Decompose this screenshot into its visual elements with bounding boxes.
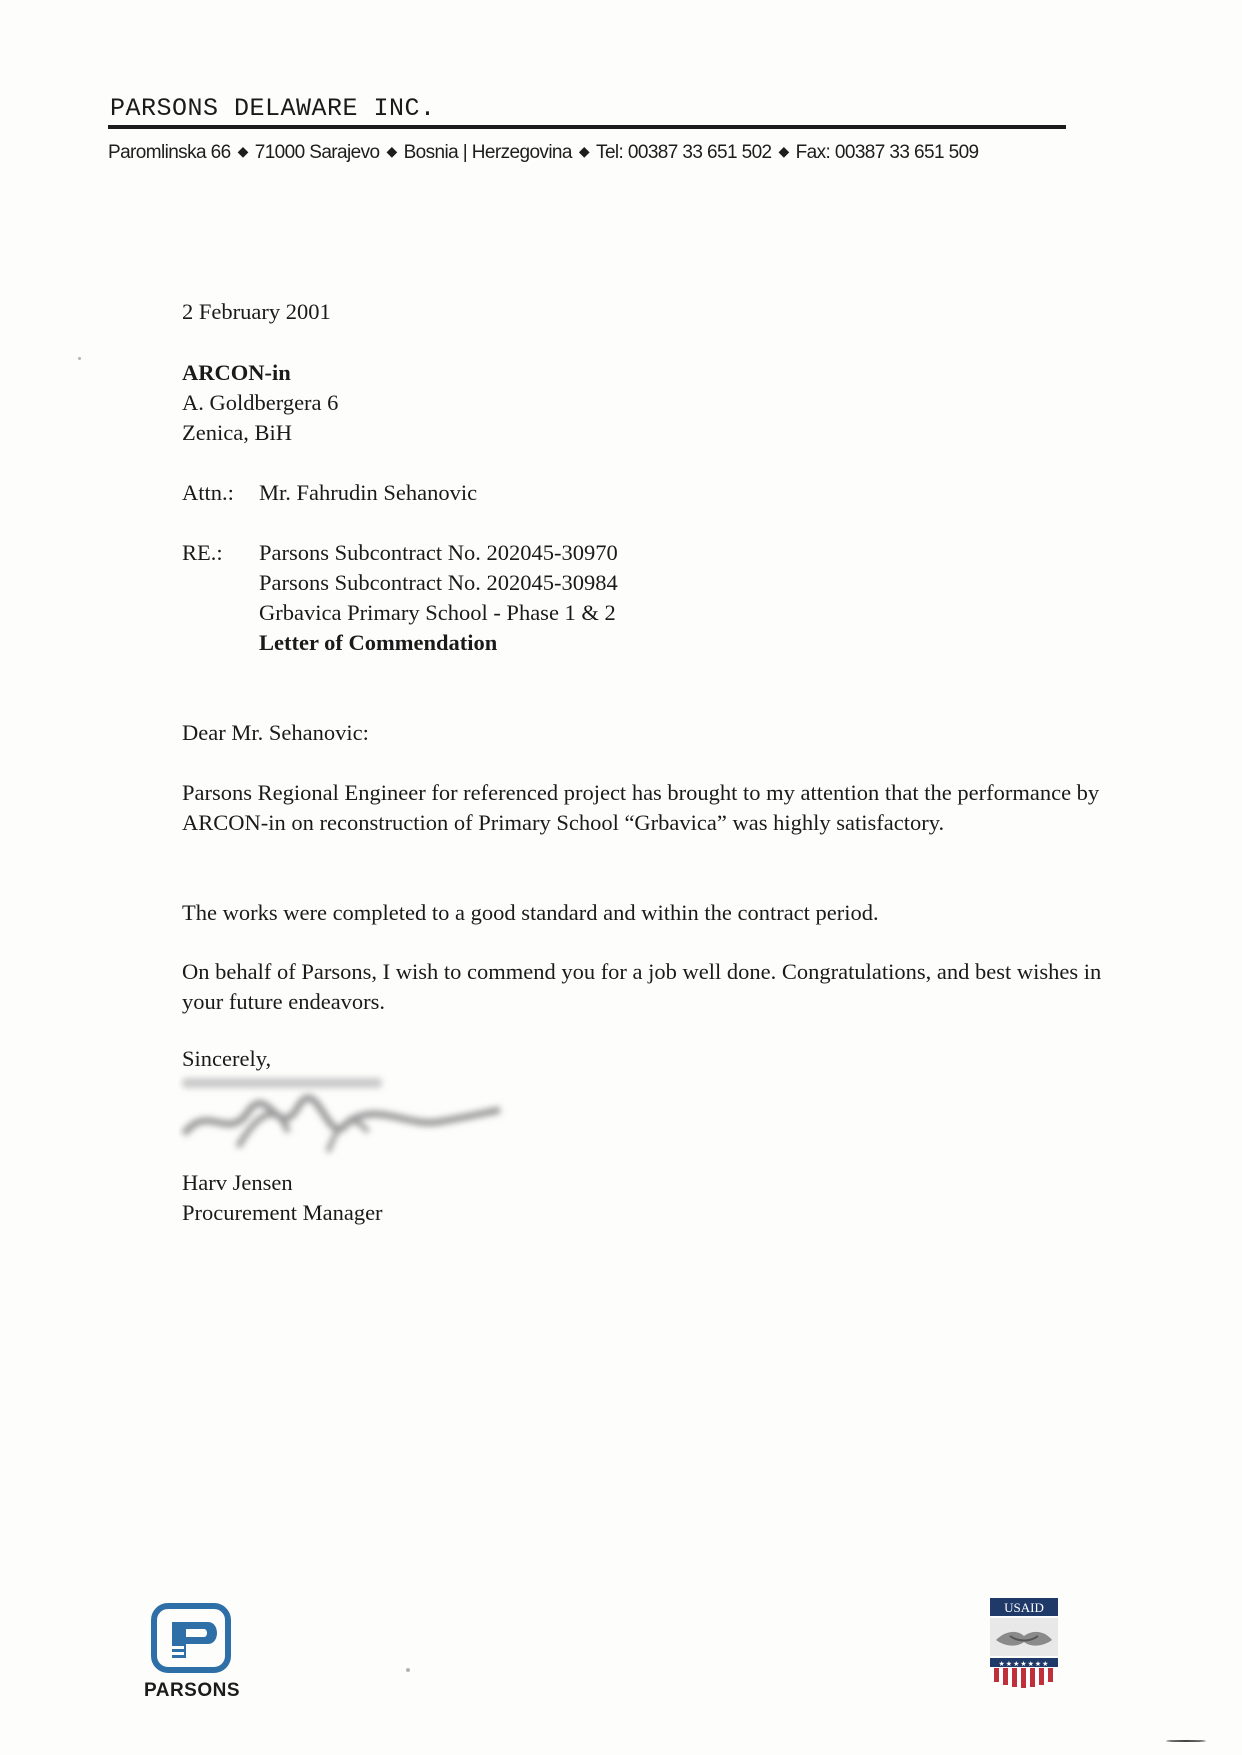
- signer-name: Harv Jensen: [182, 1170, 293, 1195]
- diamond-bullet-icon: ◆: [237, 143, 248, 159]
- letterhead-address: [108, 142, 1108, 164]
- company-name: PARSONS DELAWARE INC.: [110, 94, 436, 123]
- usaid-logo-text: USAID: [1004, 1600, 1044, 1615]
- diamond-bullet-icon: ◆: [778, 143, 789, 159]
- address-street: Paromlinska 66: [108, 142, 231, 163]
- salutation: Dear Mr. Sehanovic:: [182, 720, 369, 745]
- scan-mark: [1166, 1740, 1206, 1742]
- re-subject: Letter of Commendation: [259, 630, 498, 655]
- address-country: Bosnia | Herzegovina: [403, 142, 572, 163]
- scan-speck: [78, 357, 81, 360]
- diamond-bullet-icon: ◆: [578, 143, 590, 159]
- recipient-street: A. Goldbergera 6: [182, 390, 339, 415]
- diamond-bullet-icon: ◆: [386, 143, 397, 159]
- address-city: 71000 Sarajevo: [254, 142, 380, 163]
- address-tel: Tel: 00387 33 651 502: [596, 142, 772, 163]
- signer-title: Procurement Manager: [182, 1200, 383, 1225]
- body-paragraph: Parsons Regional Engineer for referenced project has brought to my attention that the performance by ARCON-in on reconstruction of Primary School “Grbavica” was highly satisfactory.: [182, 780, 1100, 835]
- re-line: Parsons Subcontract No. 202045-30984: [259, 570, 618, 595]
- re-label: RE.:: [182, 540, 223, 565]
- scan-speck: [406, 1668, 410, 1672]
- closing: Sincerely,: [182, 1046, 272, 1071]
- re-line: Grbavica Primary School - Phase 1 & 2: [259, 600, 616, 625]
- parsons-logo-text: PARSONS: [143, 1680, 241, 1701]
- body-paragraph: On behalf of Parsons, I wish to commend you for a job well done. Congratulations, and best wishes in your future endeavors.: [182, 959, 1102, 1014]
- attn-value: Mr. Fahrudin Sehanovic: [259, 480, 478, 505]
- address-fax: Fax: 00387 33 651 509: [795, 142, 979, 163]
- attn-label: Attn.:: [182, 480, 234, 505]
- recipient-name: ARCON-in: [182, 360, 291, 385]
- signature-image: [178, 1072, 508, 1162]
- recipient-city: Zenica, BiH: [182, 420, 292, 445]
- parsons-logo: [128, 1602, 258, 1702]
- letterhead-rule: [108, 125, 1066, 129]
- svg-text:★★★★★★★: ★★★★★★★: [998, 1660, 1050, 1668]
- letter-date: 2 February 2001: [182, 299, 331, 324]
- body-paragraph: The works were completed to a good standard and within the contract period.: [182, 900, 879, 925]
- usaid-logo: [986, 1596, 1062, 1692]
- re-line: Parsons Subcontract No. 202045-30970: [259, 540, 618, 565]
